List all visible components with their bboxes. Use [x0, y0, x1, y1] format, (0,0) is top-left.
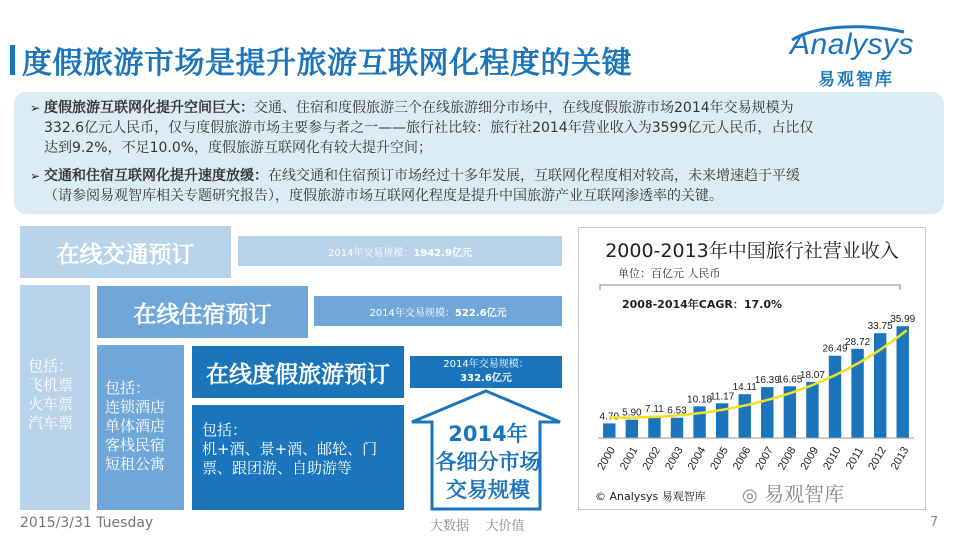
x-tick-label: 2000 [595, 444, 619, 473]
bar-2004 [693, 406, 705, 438]
bar-2002 [648, 416, 660, 438]
bar-value-label: 16.39 [754, 375, 780, 387]
vacation-includes: 包括： 机+酒、景+酒、邮轮、门 票、跟团游、自助游等 [192, 405, 404, 510]
logo-wordmark: Analysys [790, 28, 915, 61]
bar-value-label: 16.65 [777, 374, 803, 386]
hotel-scale: 2014年交易规模： 522.6亿元 [314, 296, 562, 326]
x-tick-label: 2013 [888, 444, 912, 473]
bar-2003 [671, 418, 683, 438]
vacation-heading: 在线度假旅游预订 [192, 346, 404, 398]
x-tick-label: 2001 [617, 444, 641, 473]
bar-value-label: 35.99 [890, 314, 916, 326]
footer-slogan: 大数据 大价值 [430, 519, 525, 534]
bar-value-label: 14.11 [732, 382, 757, 394]
bar-2000 [603, 423, 615, 438]
x-tick-label: 2007 [753, 444, 777, 473]
bar-2010 [829, 356, 841, 438]
vacation-scale: 2014年交易规模： 332.6亿元 [410, 356, 562, 388]
summary-bullet: ➢ 交通和住宿互联网化提升速度放缓：在线交通和住宿预订市场经过十多年发展，互联网化程度相对较高，未来增速趋于平缓 （请参阅易观智库相关专题研究报告），度假旅游市场互联网化程度是提升中国旅游产业互联网渗透率的关键。 [30, 168, 800, 204]
bar-2013 [897, 326, 909, 438]
bar-chart [578, 280, 926, 510]
bar-2007 [761, 387, 773, 438]
chart-unit: 单位：百亿元 人民币 [618, 267, 721, 280]
page-title: 度假旅游市场是提升旅游互联网化程度的关键 [22, 46, 632, 81]
bar-2001 [626, 420, 638, 438]
hotel-includes: 包括： 连锁酒店 单体酒店 客栈民宿 短租公寓 [97, 345, 184, 510]
x-tick-label: 2003 [663, 444, 686, 473]
watermark: ◎ 易观智库 [742, 482, 845, 506]
x-tick-label: 2005 [708, 444, 731, 473]
bar-2006 [739, 394, 751, 438]
bar-value-label: 28.72 [845, 336, 871, 348]
transport-heading: 在线交通预订 [20, 226, 231, 278]
wechat-icon: ◎ [742, 485, 758, 506]
x-tick-label: 2009 [798, 444, 822, 473]
summary-bullet: ➢ 度假旅游互联网化提升空间巨大：交通、住宿和度假旅游三个在线旅游细分市场中，在线度假旅游市场2014年交易规模为 332.6亿元人民币，仅与度假旅游市场主要参与者之一——旅行社比较：旅行社2014年营业收入为3599亿元人民币，占比仅 达到9.2%，不足10.0%，度假旅游互联网化有较大提升空间； [30, 100, 814, 156]
cagr-bracket [600, 285, 900, 290]
bar-value-label: 6.53 [667, 405, 687, 417]
x-tick-label: 2012 [866, 444, 889, 473]
x-tick-label: 2008 [775, 444, 799, 473]
bar-value-label: 10.18 [687, 394, 713, 406]
bar-value-label: 5.90 [622, 407, 642, 419]
bar-value-label: 18.07 [799, 369, 825, 381]
chart-source: © Analysys 易观智库 [595, 490, 706, 503]
page-number: 7 [930, 515, 939, 530]
bar-2009 [806, 382, 818, 438]
x-tick-label: 2004 [685, 444, 709, 473]
summary-box [14, 92, 944, 214]
x-tick-label: 2006 [730, 444, 754, 473]
callout-text: 2014年 各细分市场 交易规模 [435, 422, 541, 502]
transport-scale: 2014年交易规模： 1942.9亿元 [238, 236, 562, 266]
bar-value-label: 26.49 [822, 343, 848, 355]
hotel-heading: 在线住宿预订 [97, 286, 308, 338]
transport-includes: 包括： 飞机票 火车票 汽车票 [20, 285, 90, 510]
logo-chinese: 易观智库 [818, 70, 894, 90]
title-accent-bar [10, 45, 15, 75]
chart-title: 2000-2013年中国旅行社营业收入 [605, 240, 899, 262]
cagr-annotation: 2008-2014年CAGR：17.0% [622, 298, 783, 311]
bullet-arrow-icon: ➢ [30, 101, 41, 115]
footer-date: 2015/3/31 Tuesday [20, 515, 154, 531]
bar-value-label: 11.17 [709, 391, 735, 403]
bar-value-label: 4.70 [599, 411, 620, 423]
bullet-arrow-icon: ➢ [30, 169, 41, 183]
bar-value-label: 33.75 [867, 321, 893, 333]
x-tick-label: 2002 [640, 444, 664, 473]
bar-value-label: 7.11 [645, 403, 664, 415]
x-tick-label: 2010 [821, 444, 844, 473]
x-tick-label: 2011 [843, 445, 867, 472]
